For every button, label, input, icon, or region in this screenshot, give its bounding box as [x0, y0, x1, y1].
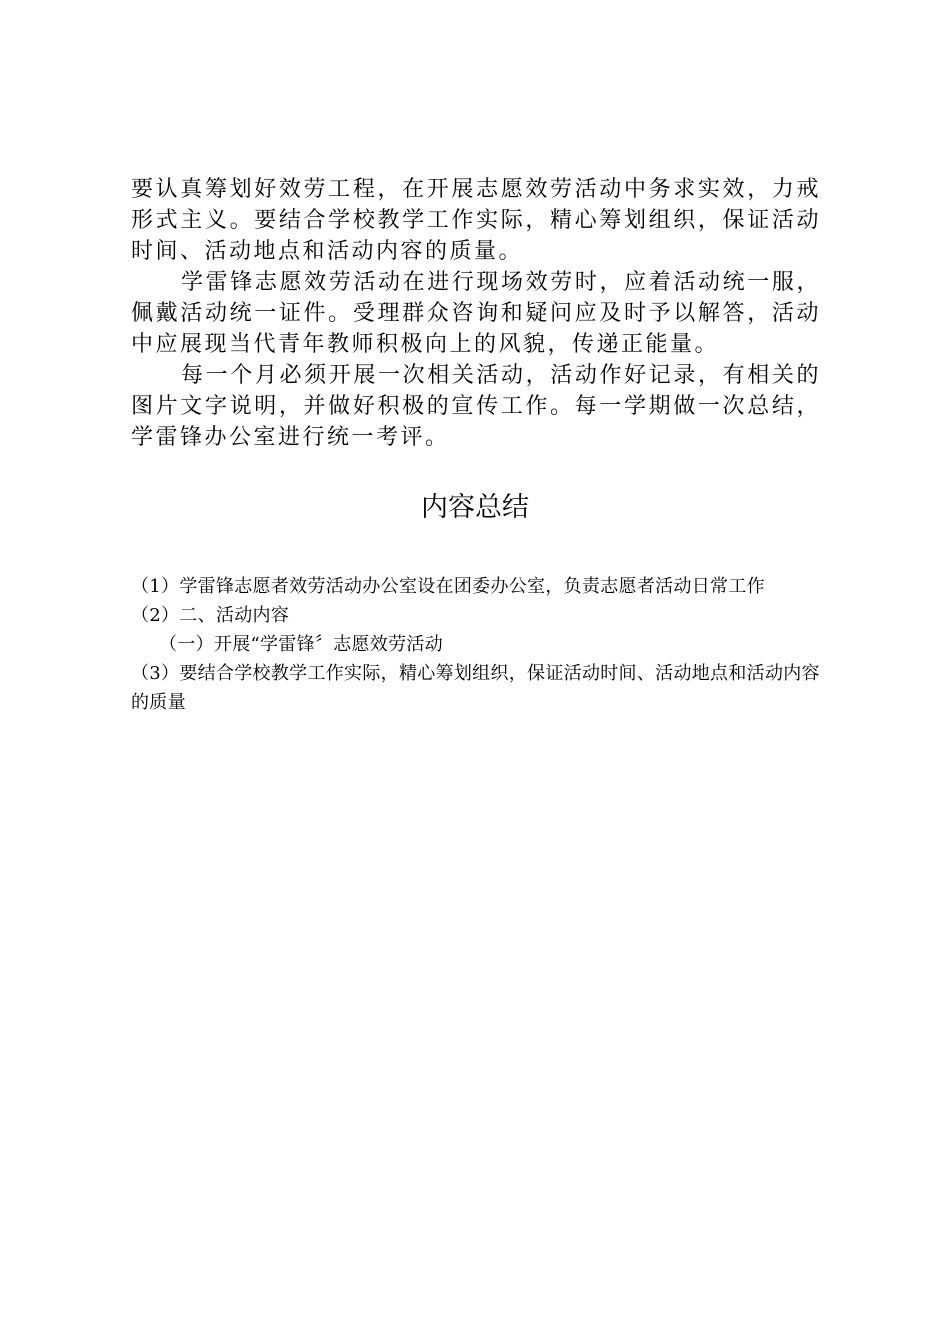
summary-item-1: （1）学雷锋志愿者效劳活动办公室设在团委办公室，负责志愿者活动日常工作 — [131, 576, 765, 597]
body-paragraph-2: 学雷锋志愿效劳活动在进行现场效劳时，应着活动统一服，佩戴活动统一证件。受理群众咨询和疑问应及时予以解答，活动中应展现当代青年教师积极向上的风貌，传递正能量。 — [131, 270, 821, 357]
document-body — [131, 174, 821, 453]
summary-list — [131, 572, 831, 717]
body-paragraph-3: 每一个月必须开展一次相关活动，活动作好记录，有相关的图片文字说明，并做好积极的宣传工作。每一学期做一次总结，学雷锋办公室进行统一考评。 — [131, 363, 821, 450]
summary-item-2: （2）二、活动内容 — [131, 605, 290, 626]
body-paragraph-1: 要认真筹划好效劳工程，在开展志愿效劳活动中务求实效，力戒形式主义。要结合学校教学工作实际，精心筹划组织，保证活动时间、活动地点和活动内容的质量。 — [131, 177, 821, 264]
summary-subitem-1: （一）开展“学雷锋〞志愿效劳活动 — [159, 634, 444, 655]
summary-item-3: （3）要结合学校教学工作实际，精心筹划组织，保证活动时间、活动地点和活动内容的质量 — [131, 663, 820, 713]
summary-heading: 内容总结 — [421, 492, 529, 523]
